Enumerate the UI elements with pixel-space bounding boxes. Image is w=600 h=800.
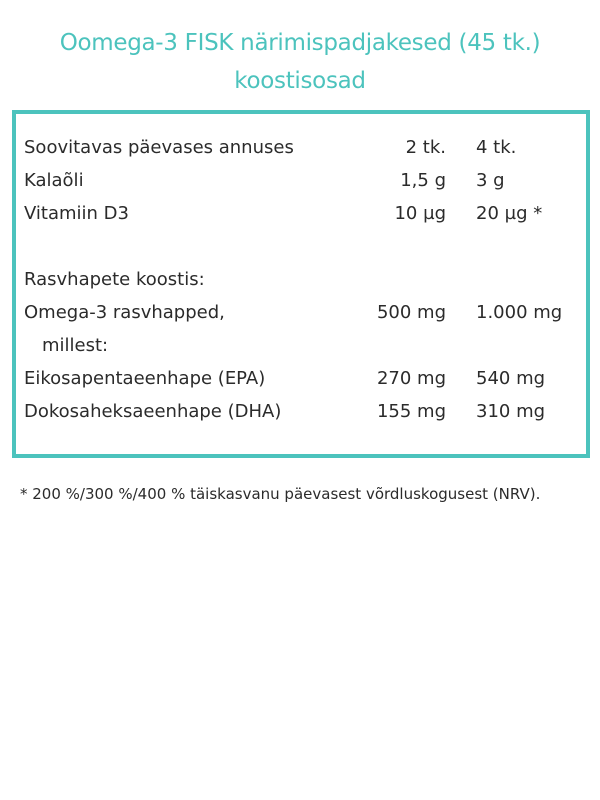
table-row (16, 396, 586, 428)
row-label: Rasvhapete koostis: (24, 269, 205, 290)
value-col-1: 1,5 g (400, 170, 446, 191)
value-col-2: 540 mg (476, 368, 546, 389)
row-label: Vitamiin D3 (24, 203, 129, 224)
table-row (16, 132, 586, 164)
title-line-2: koostisosad (234, 68, 366, 94)
row-label: Soovitavas päevases annuses (24, 137, 294, 158)
value-col-2: 1.000 mg (476, 302, 563, 323)
value-col-1: 2 tk. (405, 137, 446, 158)
footnote: * 200 %/300 %/400 % täiskasvanu päevasest võrdluskogusest (NRV). (20, 485, 541, 503)
row-label: Eikosapentaeenhape (EPA) (24, 368, 266, 389)
value-col-2: 310 mg (476, 401, 546, 422)
row-label: Dokosaheksaeenhape (DHA) (24, 401, 282, 422)
table-row (16, 363, 586, 395)
table-row (16, 198, 586, 230)
value-col-1: 270 mg (376, 368, 446, 389)
value-col-1: 10 µg (394, 203, 446, 224)
value-col-1: 500 mg (376, 302, 446, 323)
page-title (0, 24, 600, 100)
table-row (16, 165, 586, 197)
row-label: Kalaõli (24, 170, 84, 191)
value-col-2: 4 tk. (476, 137, 517, 158)
section-heading (16, 264, 586, 296)
value-col-2: 3 g (476, 170, 505, 191)
table-row (16, 297, 586, 329)
title-line-1: Oomega-3 FISK närimispadjakesed (45 tk.) (59, 30, 541, 56)
table-row (16, 330, 586, 362)
row-label: millest: (42, 335, 109, 356)
ingredients-table (12, 110, 590, 458)
value-col-2: 20 µg * (476, 203, 543, 224)
row-label: Omega-3 rasvhapped, (24, 302, 225, 323)
value-col-1: 155 mg (376, 401, 446, 422)
